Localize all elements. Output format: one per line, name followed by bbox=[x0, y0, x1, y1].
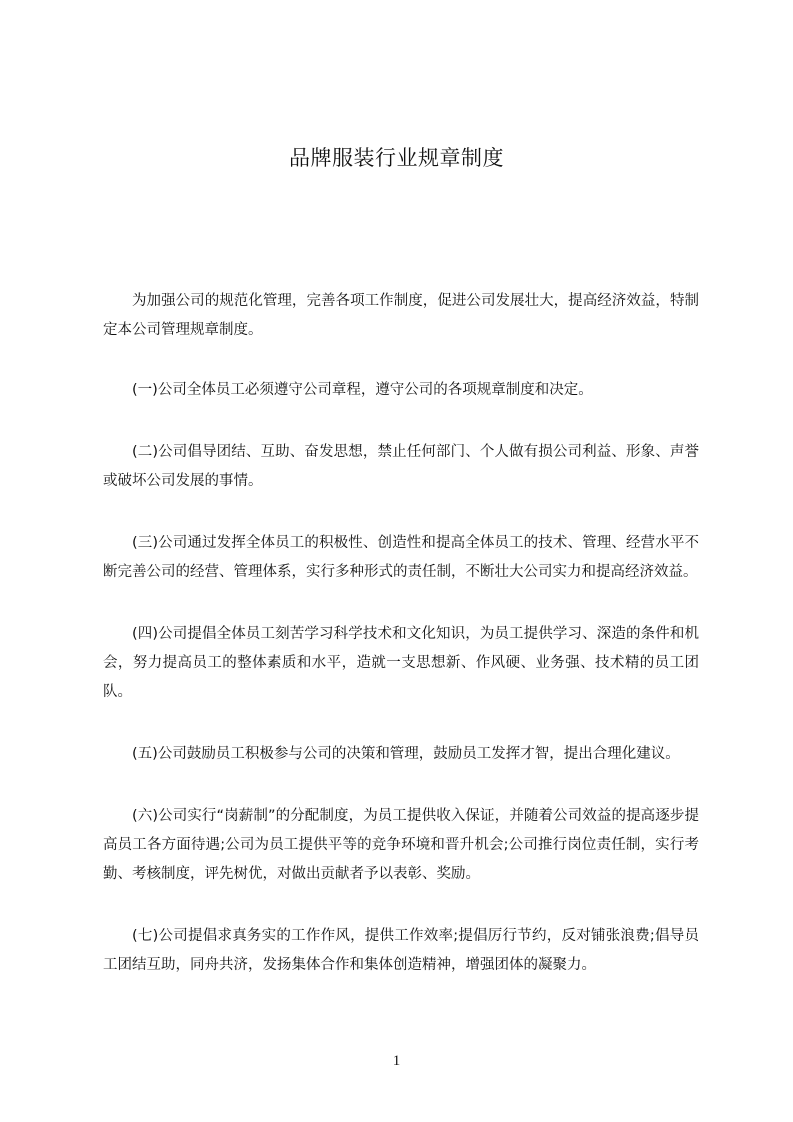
rule-paragraph-4: (四)公司提倡全体员工刻苦学习科学技术和文化知识，为员工提供学习、深造的条件和机会，努力提高员工的整体素质和水平，造就一支思想新、作风硬、业务强、技术精的员工团队。 bbox=[103, 626, 699, 700]
rule-paragraph-3: (三)公司通过发挥全体员工的积极性、创造性和提高全体员工的技术、管理、经营水平不断完善公司的经营、管理体系，实行多种形式的责任制，不断壮大公司实力和提高经济效益。 bbox=[103, 535, 699, 580]
page-number: 1 bbox=[392, 1053, 401, 1069]
rule-paragraph-5: (五)公司鼓励员工积极参与公司的决策和管理，鼓励员工发挥才智，提出合理化建议。 bbox=[132, 746, 680, 762]
rule-paragraph-7: (七)公司提倡求真务实的工作作风，提供工作效率;提倡厉行节约，反对铺张浪费;倡导员工团结互助，同舟共济，发扬集体合作和集体创造精神，增强团体的凝聚力。 bbox=[103, 928, 699, 973]
document-body bbox=[103, 287, 699, 1013]
rule-paragraph-1: (一)公司全体员工必须遵守公司章程，遵守公司的各项规章制度和决定。 bbox=[132, 382, 593, 398]
rule-paragraph-6: (六)公司实行“岗薪制”的分配制度，为员工提供收入保证，并随着公司效益的提高逐步提高员工各方面待遇;公司为员工提供平等的竞争环境和晋升机会;公司推行岗位责任制，实行考勤、考核制度，评先树优，对做出贡献者予以表彰、奖励。 bbox=[103, 808, 699, 882]
intro-paragraph: 为加强公司的规范化管理，完善各项工作制度，促进公司发展壮大，提高经济效益，特制定本公司管理规章制度。 bbox=[103, 293, 699, 338]
rule-paragraph-2: (二)公司倡导团结、互助、奋发思想，禁止任何部门、个人做有损公司利益、形象、声誉或破坏公司发展的事情。 bbox=[103, 444, 699, 489]
document-title: 品牌服装行业规章制度 bbox=[289, 146, 504, 170]
